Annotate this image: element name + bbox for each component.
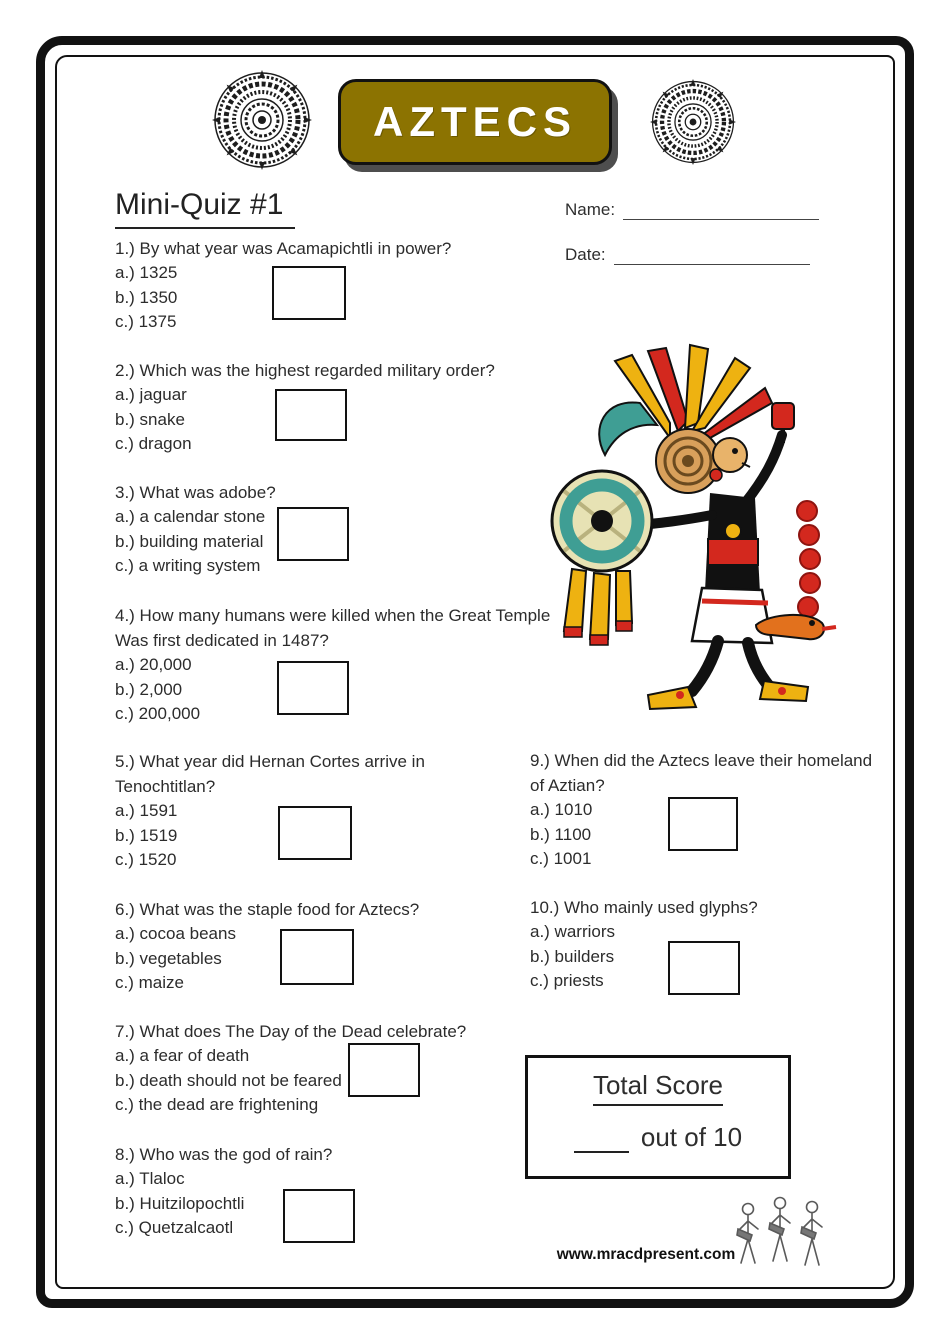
answer-box-10[interactable]	[668, 941, 740, 995]
question-text: 7.) What does The Day of the Dead celebrate?	[115, 1022, 467, 1041]
question-text: 2.) Which was the highest regarded military order?	[115, 361, 495, 380]
answer-box-5[interactable]	[278, 806, 352, 860]
answer-box-8[interactable]	[283, 1189, 355, 1243]
question-option: b.) 1350	[115, 287, 178, 307]
question-3	[115, 480, 560, 579]
question-option: b.) snake	[115, 409, 185, 429]
question-text: 10.) Who mainly used glyphs?	[530, 898, 758, 917]
question-6	[115, 897, 475, 996]
question-option: b.) 1519	[115, 825, 178, 845]
total-score-box	[525, 1055, 791, 1179]
question-option: c.) 1375	[115, 312, 177, 331]
question-option: c.) priests	[530, 971, 604, 990]
question-option: b.) building material	[115, 531, 264, 551]
question-option: a.) 1010	[530, 800, 593, 819]
total-score-title: Total Score	[593, 1070, 723, 1106]
answer-box-9[interactable]	[668, 797, 738, 851]
question-text: 9.) When did the Aztecs leave their homeland	[530, 751, 873, 770]
question-text: 1.) By what year was Acamapichtli in power?	[115, 239, 452, 258]
answer-box-6[interactable]	[280, 929, 354, 985]
question-option: a.) a calendar stone	[115, 507, 266, 526]
answer-box-3[interactable]	[277, 507, 349, 561]
date-field-line[interactable]	[614, 246, 810, 265]
question-option: a.) a fear of death	[115, 1046, 250, 1065]
answer-box-7[interactable]	[348, 1043, 420, 1097]
question-option: a.) cocoa beans	[115, 924, 236, 943]
question-text: 5.) What year did Hernan Cortes arrive in	[115, 752, 425, 771]
question-option: a.) 20,000	[115, 655, 192, 674]
question-option: c.) 1001	[530, 849, 592, 868]
question-option: a.) 1325	[115, 263, 178, 282]
date-label: Date:	[565, 245, 606, 264]
question-8	[115, 1142, 475, 1241]
question-text: 6.) What was the staple food for Aztecs?	[115, 900, 420, 919]
question-option: b.) builders	[530, 946, 615, 966]
title-banner	[338, 79, 612, 165]
question-text: Was first dedicated in 1487?	[115, 631, 329, 650]
question-text: 8.) Who was the god of rain?	[115, 1145, 333, 1164]
question-option: c.) 1520	[115, 850, 177, 869]
question-option: b.) Huitzilopochtli	[115, 1193, 245, 1213]
question-text: 4.) How many humans were killed when the Great Temple	[115, 606, 551, 625]
name-label: Name:	[565, 200, 616, 219]
question-text: of Aztian?	[530, 776, 605, 795]
question-1	[115, 236, 560, 335]
question-option: c.) the dead are frightening	[115, 1095, 319, 1114]
question-option: a.) Tlaloc	[115, 1169, 185, 1188]
question-option: a.) 1591	[115, 801, 178, 820]
question-5	[115, 749, 475, 873]
question-4	[115, 603, 560, 727]
date-field	[565, 245, 810, 265]
question-2	[115, 358, 560, 457]
answer-box-1[interactable]	[272, 266, 346, 320]
aztec-sun-stone-icon	[650, 79, 736, 170]
question-9	[530, 748, 880, 872]
question-option: c.) dragon	[115, 434, 192, 453]
question-7	[115, 1019, 515, 1118]
question-option: a.) jaguar	[115, 385, 187, 404]
name-field	[565, 200, 819, 220]
footer-url: www.mracdpresent.com	[556, 1246, 736, 1263]
aztec-warrior-illustration	[520, 342, 880, 739]
question-text: 3.) What was adobe?	[115, 483, 276, 502]
score-suffix: out of 10	[640, 1122, 743, 1152]
band-sketch-illustration	[732, 1183, 832, 1288]
question-option: b.) 1100	[530, 824, 592, 844]
question-option: a.) warriors	[530, 922, 616, 941]
question-text: Tenochtitlan?	[115, 777, 216, 796]
aztec-sun-stone-icon	[212, 70, 312, 175]
banner-title: AZTECS	[373, 98, 577, 145]
question-option: b.) vegetables	[115, 948, 222, 968]
score-blank-line[interactable]	[574, 1127, 629, 1153]
question-10	[530, 895, 880, 994]
answer-box-4[interactable]	[277, 661, 349, 715]
question-option: b.) death should not be feared	[115, 1070, 342, 1090]
question-option: c.) Quetzalcaotl	[115, 1218, 234, 1237]
name-field-line[interactable]	[623, 201, 819, 220]
question-option: c.) a writing system	[115, 556, 261, 575]
question-option: c.) 200,000	[115, 704, 201, 723]
answer-box-2[interactable]	[275, 389, 347, 441]
question-option: c.) maize	[115, 973, 184, 992]
question-option: b.) 2,000	[115, 679, 183, 699]
page-title: Mini-Quiz #1	[115, 188, 295, 229]
